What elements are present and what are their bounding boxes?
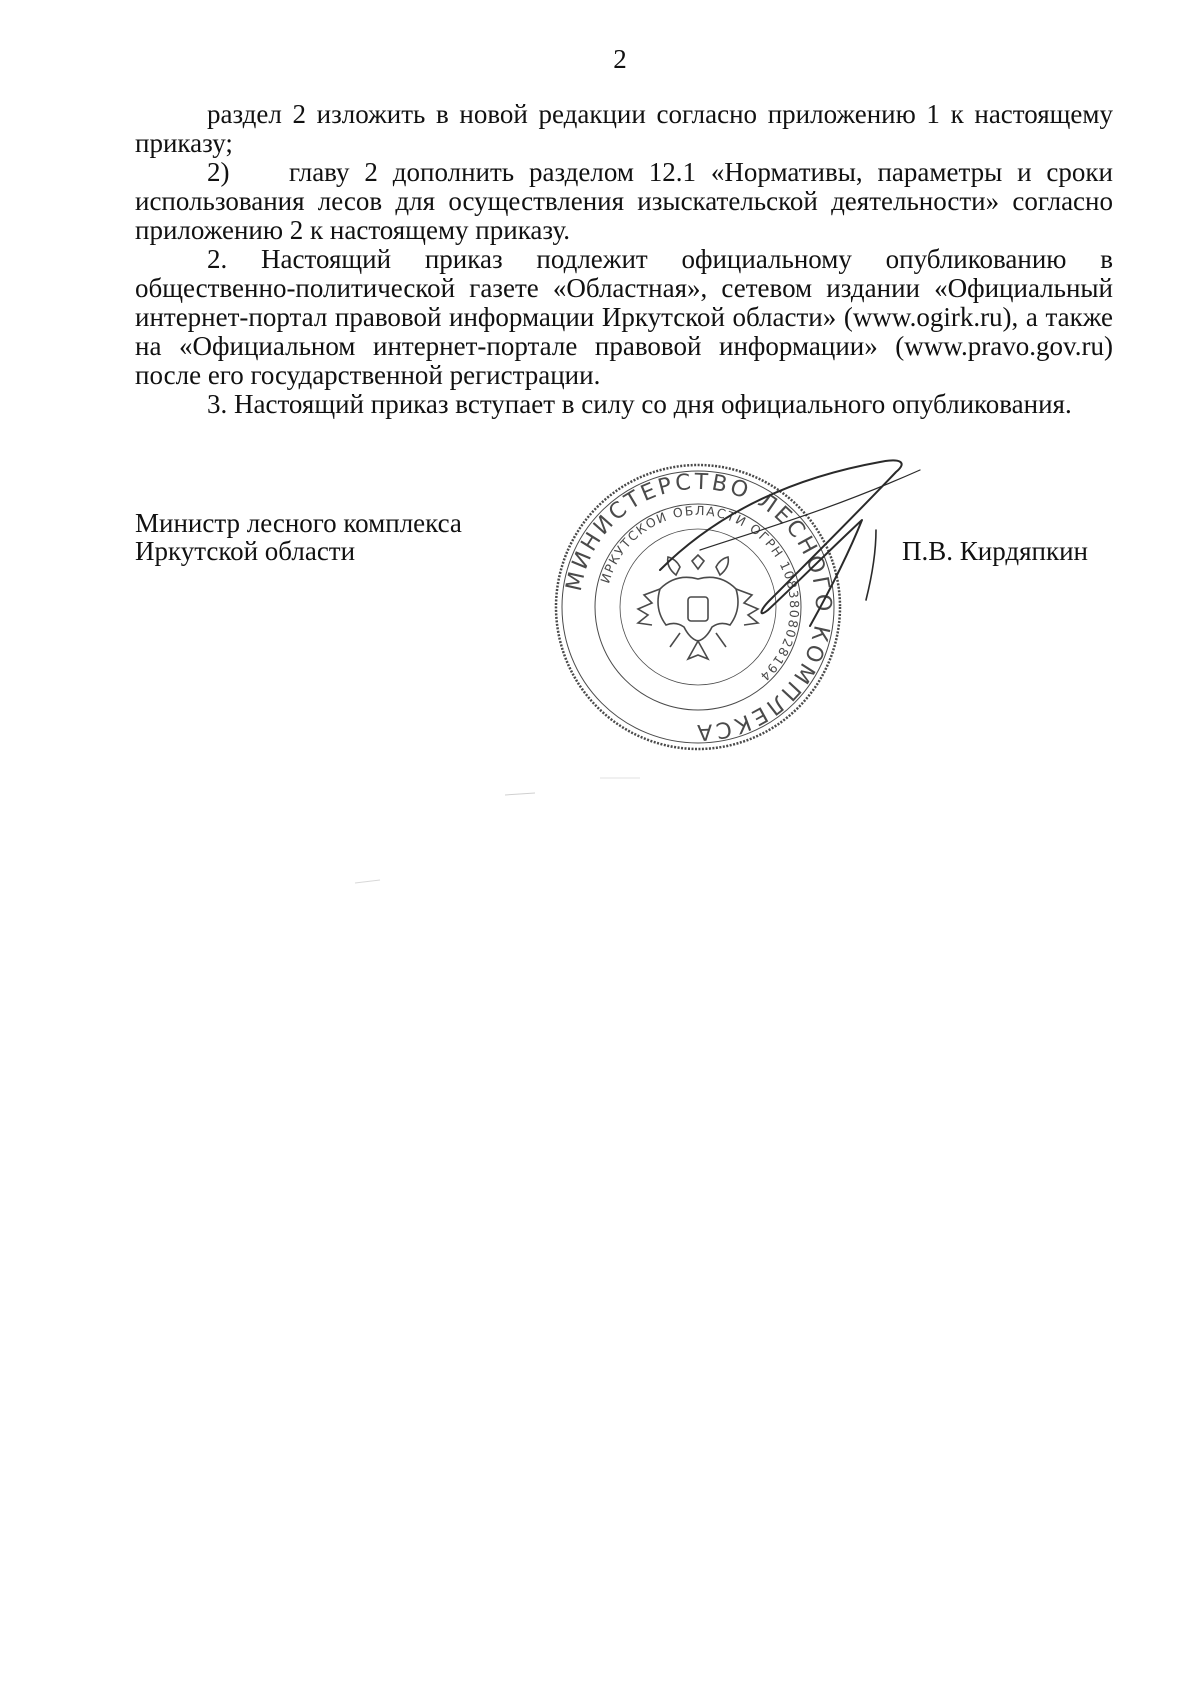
svg-text:ИРКУТСКОЙ ОБЛАСТИ ОГРН 1083808: ИРКУТСКОЙ ОБЛАСТИ ОГРН 1083808028194 <box>597 502 803 685</box>
signatory-position-line1: Министр лесного комплекса <box>135 508 462 538</box>
paragraph-entry-into-force: 3. Настоящий приказ вступает в силу со дня официального опубликования. <box>207 389 1072 419</box>
paragraph-publication: 2. Настоящий приказ подлежит официальному опубликованию в общественно-политической газете «Областная», сетевом издании «Официальный интернет-портал правовой информации Иркутской области» (www.ogirk.ru), а также на «Официальном интернет-портале правовой информации» (www.pravo.gov.ru) после его государственной регистрации. <box>135 244 1113 390</box>
signatory-position <box>135 509 462 565</box>
paragraph-chapter-2: 2) главу 2 дополнить разделом 12.1 «Нормативы, параметры и сроки использования лесов для осуществления изыскательской деятельности» согласно приложению 2 к настоящему приказу. <box>135 157 1113 245</box>
signatory-position-line2: Иркутской области <box>135 536 356 566</box>
paragraph-section-2: раздел 2 изложить в новой редакции согласно приложению 1 к настоящему приказу; <box>135 99 1113 158</box>
signatory-name: П.В. Кирдяпкин <box>902 536 1088 566</box>
svg-text:МИНИСТЕРСТВО ЛЕСНОГО КОМПЛЕКСА: МИНИСТЕРСТВО ЛЕСНОГО КОМПЛЕКСА <box>561 469 836 745</box>
document-body <box>135 100 1113 419</box>
page-number: 2 <box>613 44 627 74</box>
handwritten-signature <box>640 450 940 640</box>
